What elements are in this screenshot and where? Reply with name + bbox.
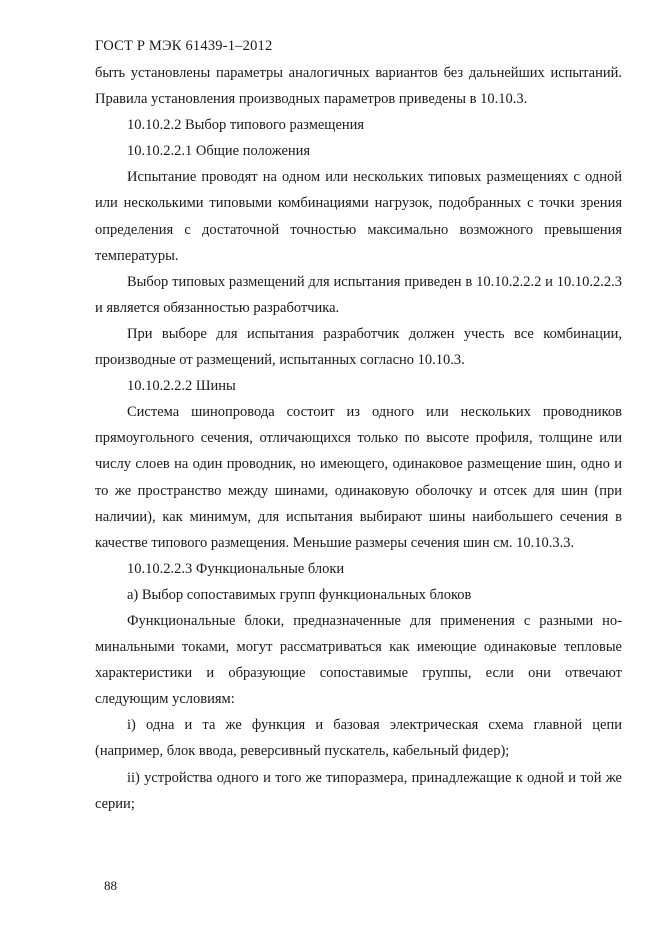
document-header: ГОСТ Р МЭК 61439-1–2012 [95, 38, 273, 54]
list-item: ii) устройства одного и того же типоразмера, принадлежащие к одной и той же серии; [95, 769, 622, 812]
section-heading: 10.10.2.2 Выбор типового размещения [127, 117, 365, 134]
section-heading: 10.10.2.2.2 Шины [127, 378, 236, 395]
paragraph: Выбор типовых размещений для испытания приведен в 10.10.2.2.2 и 10.10.2.2.3 и является обязанностью разработчика. [95, 273, 622, 316]
list-item: i) одна и та же функция и базовая электрическая схема главной цепи (например, блок ввода, реверсивный пускатель, кабельный фидер); [95, 717, 622, 760]
page-number: 88 [104, 878, 117, 893]
paragraph: При выборе для испытания разработчик должен учесть все комбинации, производные от размещений, испытанных согласно 10.10.3. [95, 325, 622, 369]
paragraph-continuation: быть установлены параметры аналогичных вариантов без дальнейших испытаний. Правила установления производных параметров приведены в 10.10.3. [95, 65, 622, 108]
paragraph: Испытание проводят на одном или нескольких типовых размещениях с одной или несколькими типовыми комбинациями нагрузок, подобранных с точки зрения определения с достаточной точностью максимально возможного превышения температуры. [95, 169, 622, 264]
document-body [95, 60, 622, 817]
section-heading: 10.10.2.2.3 Функциональные блоки [127, 560, 345, 577]
paragraph: Система шинопровода состоит из одного или нескольких проводников прямоугольного сечения, отличающихся только по высоте профиля, толщине или числу слоев на один проводник, но имеющего, одинаковое размещение шин, одно и то же пространство между шинами, одинаковую оболочку и отсек для шин (при наличии), как минимум, для испытания выбирают шины наибольшего сечения в качестве типового размещения. Меньшие размеры сечения шин см. 10.10.3.3. [95, 404, 622, 551]
paragraph: Функциональные блоки, предназначенные для применения с разными номинальными токами, могут рассматриваться как имеющие одинаковые тепловые характеристики и образующие сопоставимые группы, если они отвечают следующим условиям: [95, 612, 622, 708]
section-heading: 10.10.2.2.1 Общие положения [127, 143, 311, 160]
subsection-heading: а) Выбор сопоставимых групп функциональных блоков [127, 586, 472, 603]
